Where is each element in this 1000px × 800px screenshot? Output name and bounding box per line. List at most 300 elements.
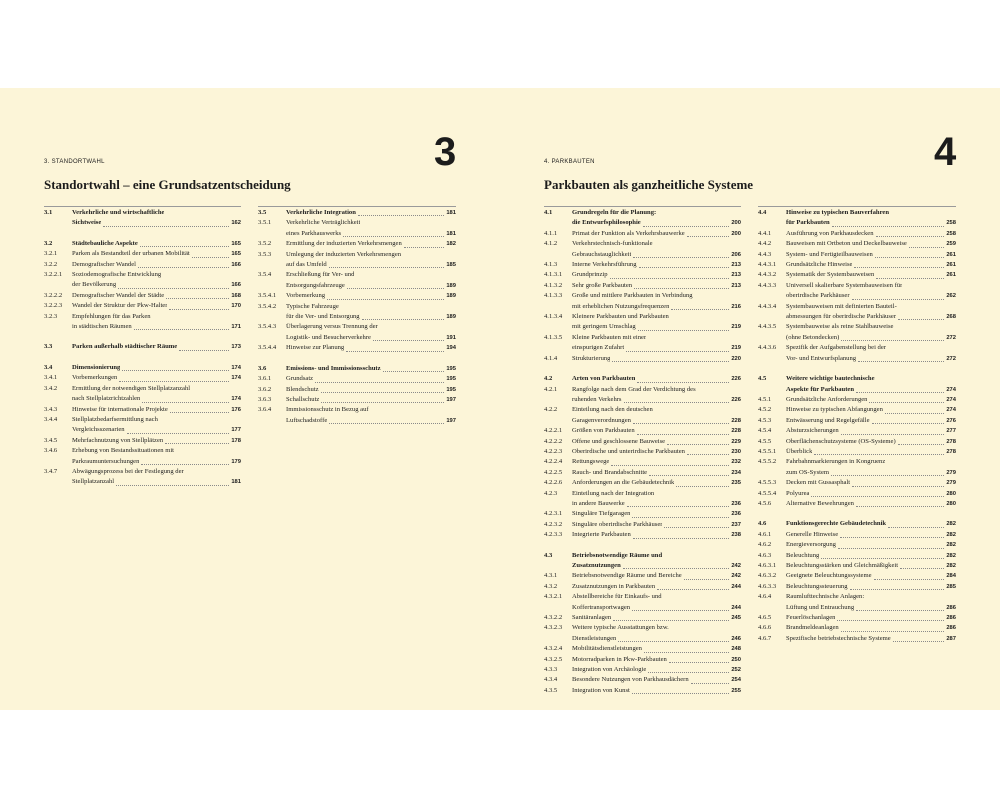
leader-dots [838, 548, 944, 549]
toc-entry [758, 551, 956, 561]
page-title: Parkbauten als ganzheitliche Systeme [544, 177, 754, 192]
page-number: 255 [731, 687, 741, 694]
toc-entry [758, 561, 956, 571]
entry-number: 4.6.1 [758, 530, 772, 538]
leader-dots [841, 631, 945, 632]
entry-title: Kleine Parkbauten mit einer [572, 333, 647, 341]
entry-number: 4.2.2.2 [544, 437, 563, 445]
toc-entry [258, 322, 456, 343]
page-number: 191 [446, 334, 456, 341]
toc-entry [44, 446, 241, 467]
entry-title: Sanitäranlagen [572, 614, 612, 622]
leader-dots [138, 267, 229, 268]
leader-dots [141, 464, 229, 465]
leader-dots [876, 278, 944, 279]
leader-dots [632, 693, 729, 694]
toc-heading [258, 364, 456, 374]
entry-number: 4.2.3.3 [544, 531, 563, 539]
page-number: 244 [731, 604, 741, 611]
leader-dots [869, 402, 944, 403]
entry-title: Hinweise für internationale Projekte [72, 405, 168, 413]
toc-entry [544, 509, 741, 519]
toc-column [44, 208, 241, 488]
page-number: 242 [731, 573, 741, 580]
toc-entry [44, 312, 241, 333]
toc-entry [544, 675, 741, 685]
entry-title: Funktionsgerechte Gebäudetechnik [786, 520, 887, 528]
entry-number: 4.3 [544, 551, 553, 559]
leader-dots [644, 652, 729, 653]
leader-dots [888, 527, 944, 528]
entry-title: Städtebauliche Aspekte [72, 239, 138, 247]
toc-heading [544, 208, 741, 229]
toc-entry [544, 468, 741, 478]
leader-dots [321, 402, 444, 403]
toc-entry [544, 270, 741, 280]
entry-title: Ermittlung der notwendigen Stellplatzanzahl [72, 384, 191, 392]
entry-title: Demografischer Wandel der Städte [72, 291, 165, 299]
leader-dots [893, 641, 945, 642]
page-number: 235 [731, 480, 741, 487]
entry-number: 4.5.2 [758, 406, 772, 414]
entry-number: 3.6.2 [258, 385, 272, 393]
toc-entry [758, 571, 956, 581]
entry-number: 4.3.2 [544, 582, 558, 590]
toc-entry [758, 239, 956, 249]
toc-page-chapter-4 [544, 88, 956, 710]
toc-heading [758, 374, 956, 395]
entry-title: Offene und geschlossene Bauweise [572, 437, 666, 445]
leader-dots [852, 299, 945, 300]
entry-number: 4.2.1 [544, 385, 558, 393]
entry-number: 3.2.2.2 [44, 291, 63, 299]
entry-title: Beleuchtungssteuerung [786, 582, 848, 590]
entry-number: 4.6.6 [758, 624, 772, 632]
page-number: 282 [946, 531, 956, 538]
entry-title: Decken mit Gussasphalt [786, 479, 851, 487]
leader-dots [657, 589, 729, 590]
entry-number: 3.2.1 [44, 250, 58, 258]
leader-dots [347, 288, 444, 289]
entry-title: Einteilung nach der Integration [572, 489, 655, 497]
page-number: 250 [731, 656, 741, 663]
page-number: 236 [731, 500, 741, 507]
entry-title: Hinweise zur Planung [286, 344, 345, 352]
page-number: 261 [946, 272, 956, 279]
page-number: 278 [946, 438, 956, 445]
entry-title: Grundsätzliche Hinweise [786, 261, 853, 269]
leader-dots [618, 641, 729, 642]
page-number: 166 [231, 261, 241, 268]
entry-title: Raumlufttechnische Anlagen: [786, 593, 865, 601]
entry-title: Grundsätzliche Anforderungen [786, 395, 868, 403]
entry-number: 3.2.2 [44, 260, 58, 268]
page-number: 261 [946, 251, 956, 258]
toc-entry [544, 644, 741, 654]
leader-dots [649, 475, 729, 476]
entry-title: Systembauweisen mit definierten Bauteil- [786, 302, 897, 310]
leader-dots [610, 278, 730, 279]
page-number: 165 [231, 251, 241, 258]
page-number: 220 [731, 355, 741, 362]
leader-dots [346, 351, 444, 352]
toc-entry [544, 281, 741, 291]
page-number: 181 [231, 479, 241, 486]
toc-entry [44, 291, 241, 301]
entry-title: Luftschadstoffe [286, 416, 328, 424]
entry-title: Generelle Hinweise [786, 530, 839, 538]
entry-title: Blendschutz [286, 385, 319, 393]
entry-title: Immissionsschutz in Bezug auf [286, 406, 369, 414]
leader-dots [684, 579, 730, 580]
entry-number: 4.1.3.2 [544, 281, 563, 289]
entry-title: oberirdische Parkhäuser [786, 292, 850, 300]
entry-title: Stellplatzanzahl [72, 478, 115, 486]
entry-title: in andere Bauwerke [572, 499, 625, 507]
entry-title: Entsorgungsfahrzeuge [286, 281, 345, 289]
toc-entry [758, 613, 956, 623]
entry-title: Einteilung nach den deutschen [572, 406, 653, 414]
page-number: 236 [731, 511, 741, 518]
page-number: 254 [731, 677, 741, 684]
entry-number: 4.1 [544, 209, 553, 216]
leader-dots [854, 267, 944, 268]
entry-number: 4.5 [758, 375, 767, 383]
page-number: 284 [946, 573, 956, 580]
entry-title: Integration von Archäologie [572, 666, 647, 674]
leader-dots [858, 361, 944, 362]
entry-title: Emissions- und Immissionsschutz [286, 364, 381, 372]
entry-number: 4.1.3.5 [544, 333, 563, 341]
toc-entry [44, 301, 241, 311]
page-number: 262 [946, 293, 956, 300]
page-number: 181 [446, 230, 456, 237]
entry-number: 3.6.1 [258, 375, 272, 383]
page-number: 248 [731, 646, 741, 653]
entry-title: Demografischer Wandel [72, 260, 136, 268]
leader-dots [383, 371, 445, 372]
leader-dots [633, 257, 729, 258]
entry-number: 4.3.5 [544, 686, 558, 694]
column-rule [544, 206, 741, 207]
entry-title: Rangfolge nach dem Grad der Verdichtung des [572, 385, 696, 393]
entry-title: Gebrauchstauglichkeit [572, 250, 632, 258]
toc-entry [258, 302, 456, 323]
column-rule [44, 206, 241, 207]
entry-number: 4.1.3.1 [544, 271, 563, 279]
entry-title: Vor- und Entwurfsplanung [786, 354, 857, 362]
leader-dots [856, 610, 944, 611]
page-number: 176 [231, 406, 241, 413]
page-number: 174 [231, 375, 241, 382]
page-number: 274 [946, 386, 956, 393]
toc-entry [544, 447, 741, 457]
entry-title: nach Stellplatzrichtzahlen [72, 395, 141, 403]
page-number: 229 [731, 438, 741, 445]
entry-number: 4.3.4 [544, 676, 558, 684]
page-number: 274 [946, 407, 956, 414]
page-number: 226 [731, 376, 741, 383]
entry-number: 3.5.3 [258, 250, 272, 258]
entry-title: Verkehrliche Verträglichkeit [286, 219, 361, 227]
page-number: 216 [731, 303, 741, 310]
page-number: 213 [731, 272, 741, 279]
leader-dots [624, 402, 730, 403]
page-number: 261 [946, 262, 956, 269]
leader-dots [633, 423, 729, 424]
entry-title: Größen von Parkbauten [572, 427, 635, 435]
toc-entry [544, 571, 741, 581]
entry-title: Integration von Kunst [572, 686, 630, 694]
leader-dots [343, 236, 444, 237]
leader-dots [639, 267, 730, 268]
toc-entry [758, 592, 956, 613]
entry-number: 3.3 [44, 343, 53, 351]
entry-number: 3.2.2.3 [44, 302, 63, 310]
page-number: 282 [946, 552, 956, 559]
entry-number: 4.5.4 [758, 427, 772, 435]
page-number: 282 [946, 521, 956, 528]
entry-title: Dienstleistungen [572, 634, 617, 642]
page-number: 219 [731, 324, 741, 331]
toc-entry [758, 426, 956, 436]
toc-entry [258, 239, 456, 249]
leader-dots [179, 350, 229, 351]
page-number: 206 [731, 251, 741, 258]
entry-title: der Bevölkerung [72, 281, 117, 289]
entry-title: Überlagerung versus Trennung der [286, 323, 378, 331]
entry-number: 4.4.3.3 [758, 281, 777, 289]
leader-dots [327, 299, 444, 300]
entry-number: 3.2 [44, 239, 53, 247]
entry-title: Sichtweise [72, 219, 102, 227]
entry-number: 3.5.4.4 [258, 344, 277, 352]
page-number: 162 [231, 220, 241, 227]
toc-heading [258, 208, 456, 218]
leader-dots [850, 589, 945, 590]
entry-title: Abstellbereiche für Einkaufs- und [572, 593, 662, 601]
entry-number: 4.1.3 [544, 261, 558, 269]
entry-title: Polyurea [786, 489, 810, 497]
page-number: 286 [946, 625, 956, 632]
entry-title: zum OS-System [786, 468, 830, 476]
entry-title: Große und mittlere Parkbauten in Verbindung [572, 292, 693, 300]
entry-number: 3.4.5 [44, 436, 58, 444]
entry-number: 3.5 [258, 209, 267, 216]
leader-dots [909, 247, 944, 248]
leader-dots [856, 506, 944, 507]
entry-title: für die Ver- und Entsorgung [286, 313, 360, 321]
page-number: 245 [731, 615, 741, 622]
toc-heading [44, 208, 241, 229]
entry-title: Verkehrstechnisch-funktionale [572, 240, 653, 248]
entry-title: Lüftung und Entrauchung [786, 603, 855, 611]
page-number: 258 [946, 220, 956, 227]
page-number: 178 [231, 437, 241, 444]
entry-title: Alternative Bewehrungen [786, 499, 854, 507]
entry-title: Rettungswege [572, 458, 610, 466]
toc-entry [258, 270, 456, 291]
toc-entry [258, 395, 456, 405]
entry-title: Ausführung von Parkhausdecken [786, 229, 874, 237]
entry-title: auf das Umfeld [286, 261, 327, 269]
toc-entry [544, 665, 741, 675]
entry-title: Rauch- und Brandabschnitte [572, 468, 648, 476]
leader-dots [118, 288, 229, 289]
entry-title: Hinweise zu typischen Abfangungen [786, 406, 883, 414]
entry-number: 3.5.4.2 [258, 302, 277, 310]
toc-entry [258, 250, 456, 271]
toc-entry [544, 582, 741, 592]
toc-entry [544, 312, 741, 333]
page-number: 282 [946, 563, 956, 569]
entry-title: Beleuchtungsstärken und Gleichmäßigkeit [786, 562, 899, 569]
entry-number: 4.6.5 [758, 614, 772, 622]
entry-title: Schallschutz [286, 395, 320, 403]
leader-dots [831, 475, 944, 476]
toc-heading [44, 239, 241, 249]
leader-dots [900, 568, 944, 569]
page-number: 173 [231, 344, 241, 351]
entry-title: Parken als Bestandteil der urbanen Mobilität [72, 250, 190, 258]
leader-dots [841, 434, 945, 435]
entry-title: Weitere wichtige bautechnische [786, 375, 875, 383]
entry-title: Bauweisen mit Ortbeton und Deckelbauweise [786, 240, 907, 248]
entry-number: 4.5.5.1 [758, 447, 777, 455]
toc-heading [544, 374, 741, 384]
entry-title: Empfehlungen für das Parken [72, 312, 151, 320]
toc-entry [758, 229, 956, 239]
page-number: 166 [231, 282, 241, 289]
entry-number: 3.2.3 [44, 312, 58, 320]
toc-entry [544, 592, 741, 613]
entry-title: Typische Fahrzeuge [286, 302, 339, 310]
toc-entry [544, 291, 741, 312]
page-number: 194 [446, 345, 456, 352]
toc-entry [44, 373, 241, 383]
entry-title: Beleuchtung [786, 551, 820, 559]
entry-title: Dimensionierung [72, 363, 121, 371]
page-number: 185 [446, 262, 456, 269]
entry-title: Erschließung für Ver- und [286, 271, 355, 279]
toc-entry [758, 540, 956, 550]
entry-number: 4.4.3 [758, 250, 772, 258]
leader-dots [898, 444, 945, 445]
toc-entry [758, 634, 956, 644]
entry-number: 4.4.3.2 [758, 271, 777, 279]
entry-number: 4.3.2.1 [544, 593, 563, 601]
page-number: 200 [731, 220, 741, 227]
toc-column [258, 208, 456, 426]
page-number: 226 [731, 396, 741, 403]
leader-dots [638, 330, 730, 331]
leader-dots [165, 443, 229, 444]
entry-number: 3.5.1 [258, 219, 272, 227]
entry-number: 4.2.2.1 [544, 427, 563, 435]
page-number: 232 [731, 459, 741, 466]
entry-title: Oberirdische und unterirdische Parkbauten [572, 447, 685, 455]
entry-title: Abwägungsprozess bei der Festlegung der [72, 467, 184, 475]
leader-dots [329, 423, 444, 424]
leader-dots [872, 423, 945, 424]
entry-title: Vorbemerkungen [72, 374, 118, 382]
entry-number: 4.2.2.4 [544, 458, 563, 466]
leader-dots [623, 568, 730, 569]
entry-title: Arten von Parkbauten [572, 375, 636, 383]
leader-dots [637, 382, 729, 383]
leader-dots [358, 215, 444, 216]
entry-title: Kleinere Parkbauten und Parkbauten [572, 313, 669, 321]
entry-title: Singuläre Tiefgaragen [572, 510, 631, 518]
leader-dots [134, 329, 230, 330]
toc-heading [758, 519, 956, 529]
leader-dots [116, 485, 229, 486]
leader-dots [613, 620, 729, 621]
page-number: 272 [946, 334, 956, 341]
toc-column [758, 208, 956, 644]
toc-entry [544, 333, 741, 354]
page-number: 195 [446, 386, 456, 393]
leader-dots [140, 246, 230, 247]
page-number: 268 [946, 314, 956, 321]
entry-title: Soziodemografische Entwicklung [72, 271, 162, 279]
entry-number: 4.6.3.2 [758, 572, 777, 580]
page-number: 171 [231, 324, 241, 331]
entry-number: 3.5.4.3 [258, 323, 277, 331]
entry-number: 4.4.2 [758, 240, 772, 248]
toc-entry [758, 260, 956, 270]
leader-dots [876, 236, 945, 237]
entry-number: 4.5.5.3 [758, 479, 777, 487]
chapter-number: 4 [934, 130, 957, 174]
page-number: 244 [731, 583, 741, 590]
page-number: 228 [731, 417, 741, 424]
toc-heading [44, 342, 241, 352]
page-number: 285 [946, 583, 956, 590]
entry-number: 3.5.4 [258, 271, 272, 279]
page-number: 280 [946, 500, 956, 507]
page-number: 197 [446, 417, 456, 424]
page-number: 279 [946, 469, 956, 476]
leader-dots [315, 382, 444, 383]
leader-dots [122, 370, 229, 371]
toc-entry [758, 457, 956, 478]
entry-title: eines Parkhauswerks [286, 229, 342, 237]
leader-dots [885, 413, 944, 414]
entry-title: einspurigen Zufahrt [572, 344, 625, 352]
toc-entry [758, 416, 956, 426]
leader-dots [632, 517, 729, 518]
leader-dots [321, 392, 445, 393]
entry-title: Grundsatz [286, 375, 314, 383]
page-number: 197 [446, 396, 456, 403]
entry-number: 4.2.3.2 [544, 520, 563, 528]
entry-title: mit geringem Umschlag [572, 323, 636, 331]
page-number: 246 [731, 635, 741, 642]
toc-entry [258, 405, 456, 426]
entry-number: 4.6.2 [758, 541, 772, 549]
entry-number: 4.2 [544, 375, 553, 383]
entry-number: 4.5.6 [758, 499, 772, 507]
toc-entry [758, 281, 956, 302]
toc-entry [544, 520, 741, 530]
page-number: 179 [231, 458, 241, 465]
entry-title: abmessungen für oberirdische Parkhäuser [786, 313, 897, 321]
toc-entry [544, 426, 741, 436]
leader-dots [821, 558, 944, 559]
toc-entry [44, 415, 241, 436]
entry-number: 4.6.3.3 [758, 582, 777, 590]
